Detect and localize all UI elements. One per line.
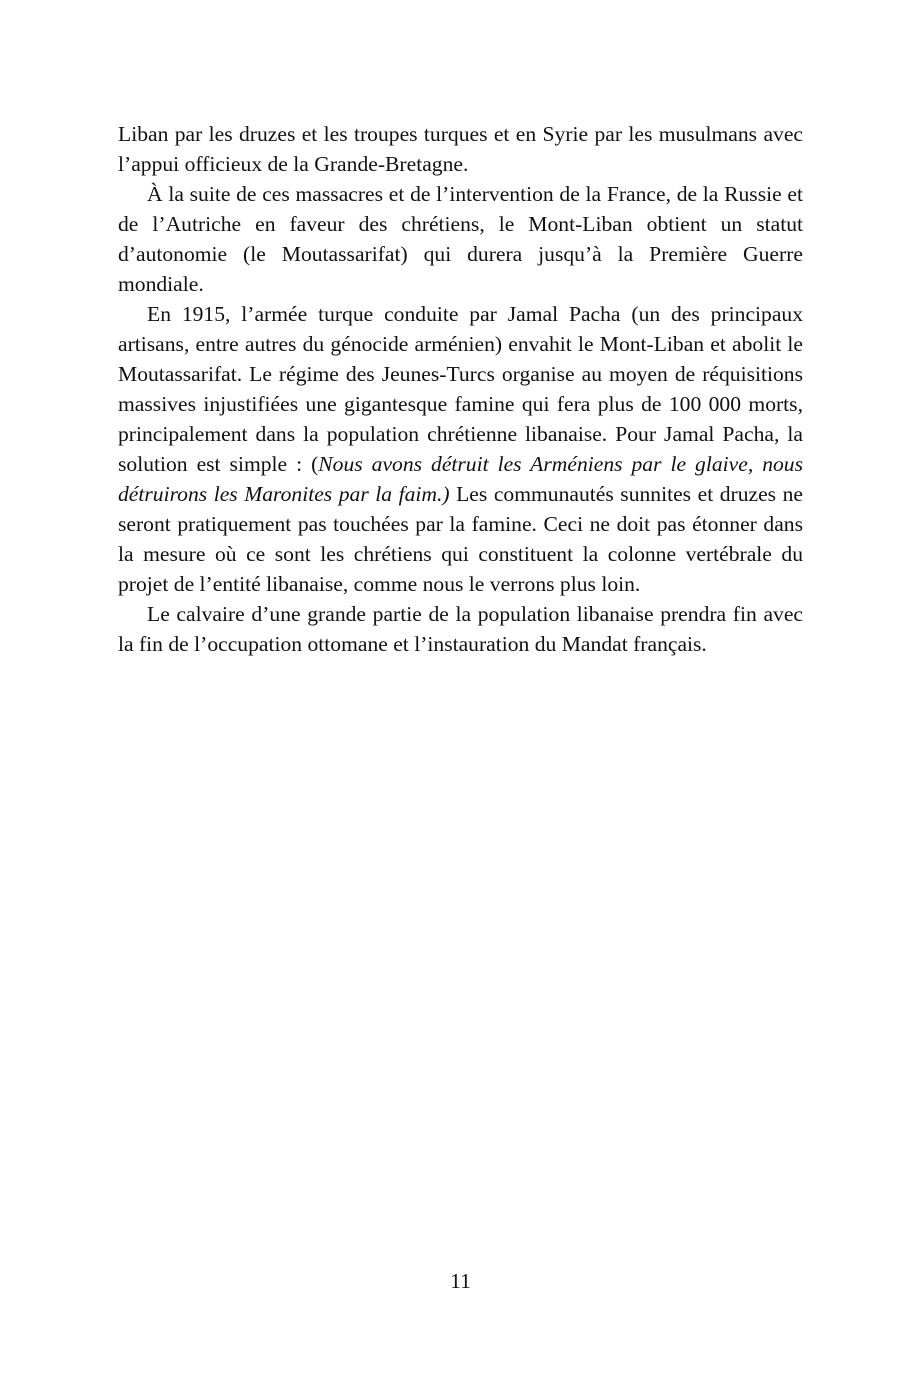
paragraph-3-text-after: Les communautés sunnites et druzes ne seront pratiquement pas touchées par la famine. Ceci ne doit pas étonner dans la mesure où ce sont les chrétiens qui constituent la colonne vertébrale du projet de l’entité libanaise, comme nous le verrons plus loin. [118,482,803,596]
paragraph-1: Liban par les druzes et les troupes turques et en Syrie par les musulmans avec l’appui officieux de la Grande-Bretagne. [118,122,803,176]
page-number: 11 [450,1269,471,1293]
body-text [118,119,803,659]
paragraph-4: Le calvaire d’une grande partie de la population libanaise prendra fin avec la fin de l’occupation ottomane et l’instauration du Mandat français. [118,602,803,656]
paragraph-3 [118,299,803,599]
paragraph-3-italic-quote: Nous avons détruit les Arméniens par le glaive, nous détruirons les Maronites par la faim.) [118,452,803,506]
paragraph-2: À la suite de ces massacres et de l’intervention de la France, de la Russie et de l’Autriche en faveur des chrétiens, le Mont-Liban obtient un statut d’autonomie (le Moutassarifat) qui durera jusqu’à la Première Guerre mondiale. [118,182,803,296]
paragraph-3-text-before: En 1915, l’armée turque conduite par Jamal Pacha (un des principaux artisans, entre autres du génocide arménien) envahit le Mont-Liban et abolit le Moutassarifat. Le régime des Jeunes-Turcs organise au moyen de réquisitions massives injustifiées une gigantesque famine qui fera plus de 100 000 morts, principalement dans la population chrétienne libanaise. Pour Jamal Pacha, la solution est simple : ( [118,302,803,476]
